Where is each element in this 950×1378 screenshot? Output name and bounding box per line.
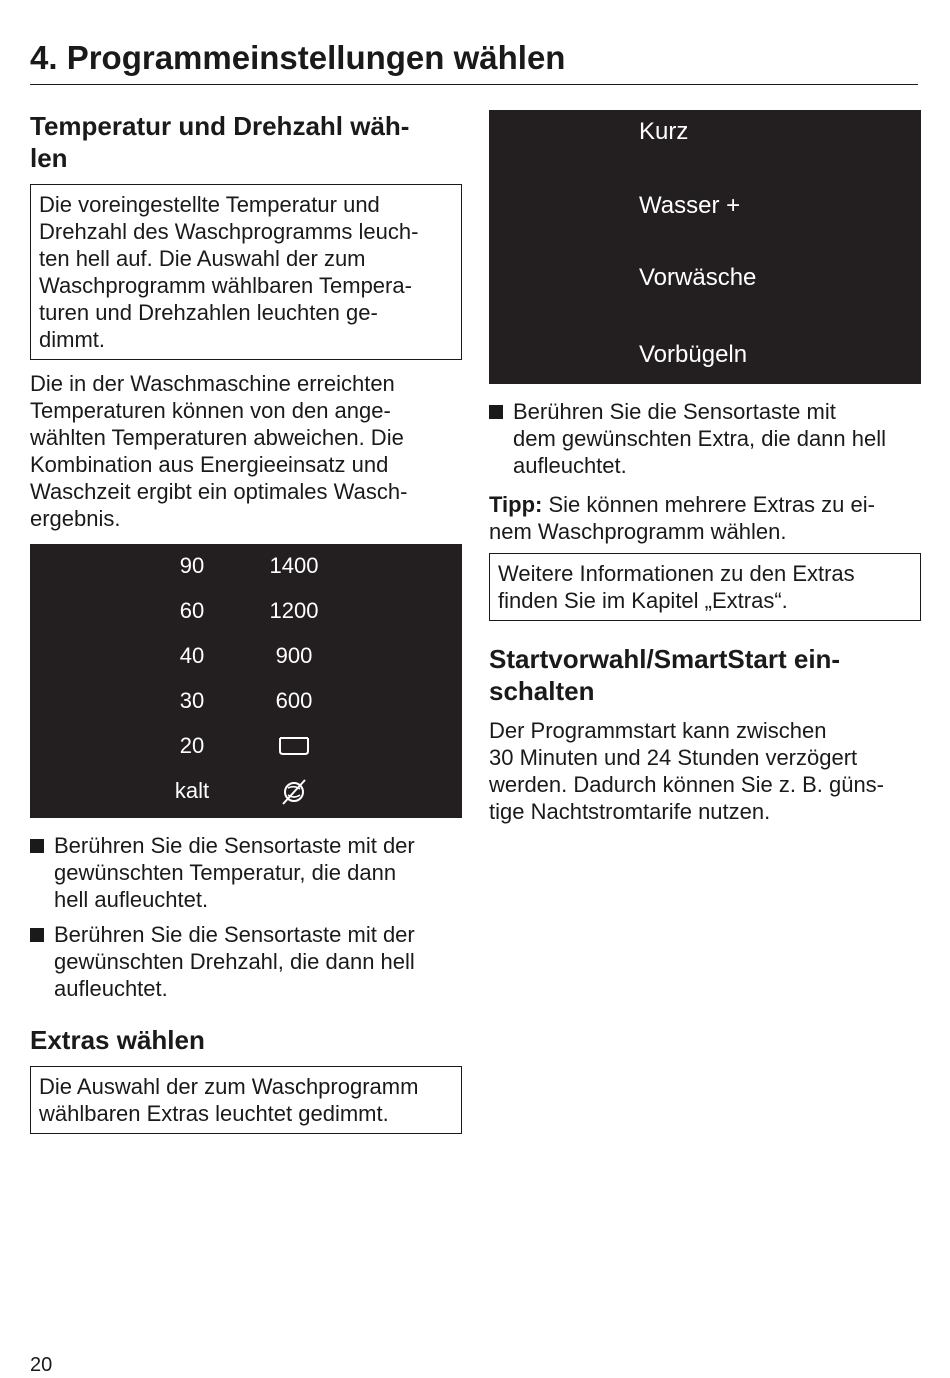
extra-option-vorwaesche[interactable]: Vorwäsche: [639, 264, 757, 291]
rinse-hold-tub-icon[interactable]: [264, 733, 324, 757]
box-line: finden Sie im Kapitel „Extras“.: [498, 588, 788, 613]
para-line: Der Programmstart kann zwischen: [489, 718, 827, 743]
spin-speed-option[interactable]: 900: [275, 643, 313, 668]
temperature-option[interactable]: 20: [179, 733, 205, 758]
panel-row: [30, 688, 462, 718]
panel-row: [30, 778, 462, 808]
bullet-line: Berühren Sie die Sensortaste mit der: [54, 833, 415, 858]
heading-line: Temperatur und Drehzahl wäh-: [30, 111, 410, 141]
extra-option-vorbuegeln[interactable]: Vorbügeln: [639, 341, 748, 368]
heading-line: len: [30, 143, 68, 173]
extras-panel: [489, 110, 921, 384]
panel-row: [30, 553, 462, 583]
temperature-paragraph: [30, 370, 462, 532]
tip-paragraph: [489, 491, 921, 545]
box-line: Die Auswahl der zum Waschprogramm: [39, 1074, 419, 1099]
temperature-instructions: [30, 832, 462, 1002]
temperature-option[interactable]: 60: [179, 598, 205, 623]
temperature-section-heading: [30, 110, 462, 174]
spin-speed-option[interactable]: 1400: [269, 553, 319, 578]
extra-option-kurz[interactable]: Kurz: [639, 118, 689, 145]
para-line: Temperaturen können von den ange-: [30, 398, 391, 423]
start-delay-section-heading: [489, 643, 921, 707]
para-line: Kombination aus Energieeinsatz und: [30, 452, 389, 477]
bullet-line: aufleuchtet.: [513, 453, 627, 478]
bullet-line: gewünschten Temperatur, die dann: [54, 860, 397, 885]
spin-speed-option[interactable]: 600: [275, 688, 313, 713]
temperature-option[interactable]: kalt: [174, 778, 210, 803]
box-line: dimmt.: [39, 327, 105, 352]
bullet-line: dem gewünschten Extra, die dann hell: [513, 426, 887, 451]
extras-section-heading: Extras wählen: [30, 1025, 205, 1055]
box-line: ten hell auf. Die Auswahl der zum: [39, 246, 366, 271]
tip-label: Tipp:: [489, 492, 543, 517]
panel-row: [30, 643, 462, 673]
left-column: [30, 110, 462, 1134]
para-line: tige Nachtstromtarife nutzen.: [489, 799, 771, 824]
bullet-item: [30, 921, 462, 1002]
bullet-square-icon: [30, 839, 44, 853]
bullet-line: Berühren Sie die Sensortaste mit: [513, 399, 836, 424]
para-line: ergebnis.: [30, 506, 121, 531]
panel-row: [30, 733, 462, 763]
tip-line: nem Waschprogramm wählen.: [489, 519, 787, 544]
tip-text: Sie können mehrere Extras zu ei-: [542, 492, 875, 517]
right-column: [489, 110, 921, 825]
title-divider: [30, 84, 918, 85]
para-line: 30 Minuten und 24 Stunden verzögert: [489, 745, 858, 770]
box-line: Weitere Informationen zu den Extras: [498, 561, 855, 586]
page-number: 20: [30, 1354, 53, 1376]
heading-line: Startvorwahl/SmartStart ein-: [489, 644, 841, 674]
page-title: 4. Programmeinstellungen wählen: [30, 39, 566, 76]
temperature-speed-panel: [30, 544, 462, 818]
box-line: Waschprogramm wählbaren Tempera-: [39, 273, 412, 298]
temperature-info-box: [30, 184, 462, 360]
spin-speed-option[interactable]: 1200: [269, 598, 319, 623]
bullet-line: hell aufleuchtet.: [54, 887, 209, 912]
heading-line: schalten: [489, 676, 595, 706]
extra-option-wasser-plus[interactable]: Wasser +: [639, 192, 741, 219]
box-line: Die voreingestellte Temperatur und: [39, 192, 380, 217]
box-line: wählbaren Extras leuchtet gedimmt.: [39, 1101, 389, 1126]
tip-line: [489, 491, 921, 518]
start-delay-paragraph: [489, 717, 921, 825]
bullet-line: aufleuchtet.: [54, 976, 168, 1001]
panel-row: [30, 598, 462, 628]
para-line: Die in der Waschmaschine erreichten: [30, 371, 395, 396]
para-line: werden. Dadurch können Sie z. B. güns-: [489, 772, 885, 797]
box-line: Drehzahl des Waschprogramms leuch-: [39, 219, 419, 244]
extras-info-box: [30, 1066, 462, 1134]
bullet-line: Berühren Sie die Sensortaste mit der: [54, 922, 415, 947]
temperature-option[interactable]: 30: [179, 688, 205, 713]
bullet-square-icon: [30, 928, 44, 942]
para-line: wählten Temperaturen abweichen. Die: [30, 425, 404, 450]
bullet-item: [489, 398, 921, 479]
temperature-option[interactable]: 90: [179, 553, 205, 578]
extras-reference-box: [489, 553, 921, 621]
no-spin-icon[interactable]: [264, 778, 324, 806]
temperature-option[interactable]: 40: [179, 643, 205, 668]
para-line: Waschzeit ergibt ein optimales Wasch-: [30, 479, 408, 504]
box-line: turen und Drehzahlen leuchten ge-: [39, 300, 378, 325]
bullet-item: [30, 832, 462, 913]
bullet-square-icon: [489, 405, 503, 419]
bullet-line: gewünschten Drehzahl, die dann hell: [54, 949, 415, 974]
